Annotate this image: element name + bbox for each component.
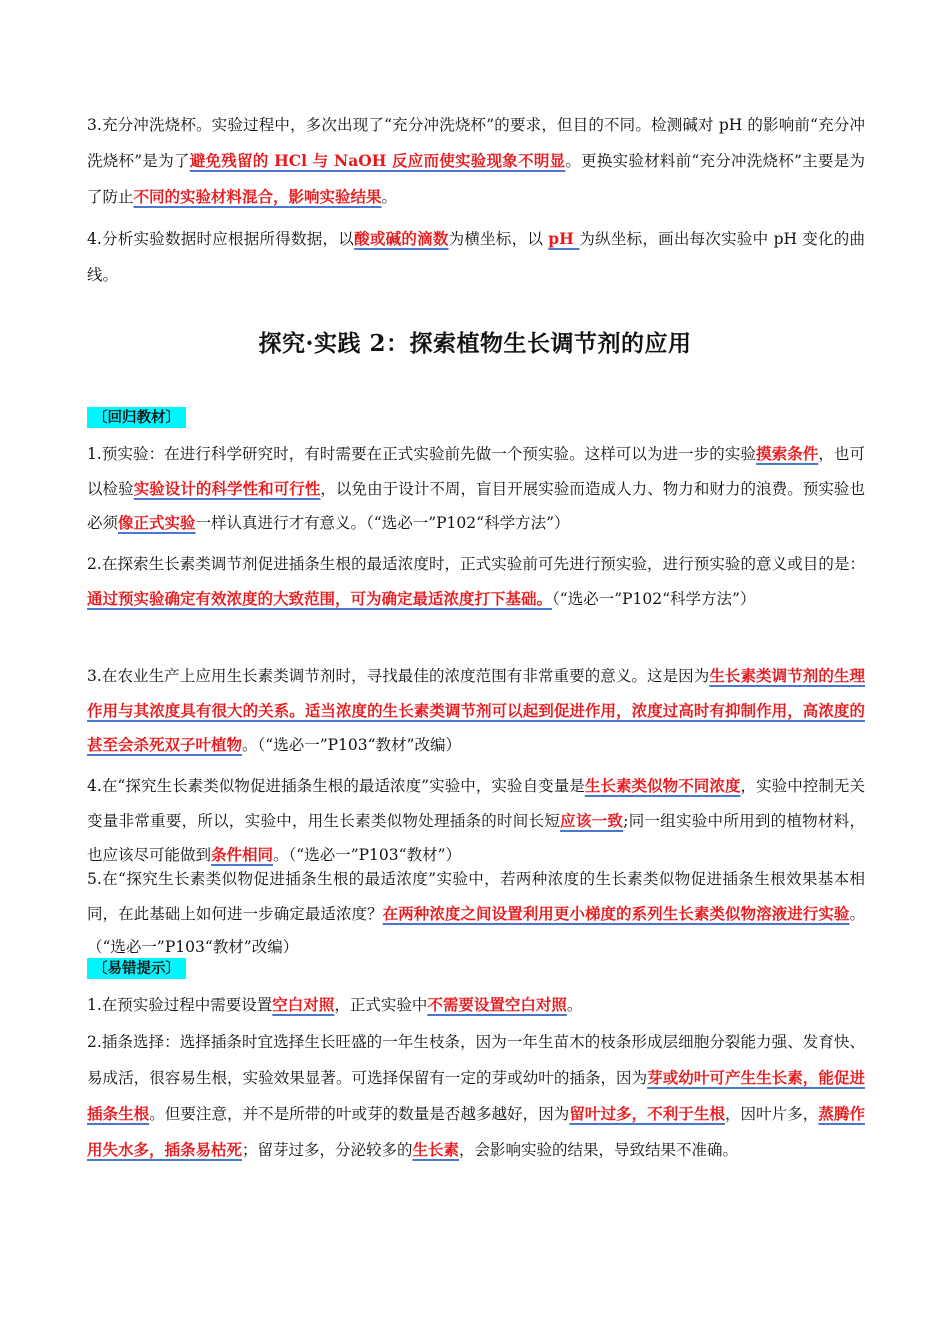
paragraph-variables <box>87 769 865 873</box>
text: ，正式实验中 <box>334 996 428 1014</box>
answer-highlight: 蒸腾作用失水多，插条易枯死 <box>87 1104 865 1159</box>
text: ;同一组实验中所用到的植物材料，也应该尽可能做到 <box>87 811 865 864</box>
paragraph-pre-experiment-purpose <box>87 548 865 616</box>
text: 2.在探索生长素类调节剂促进插条生根的最适浓度时，正式实验前可先进行预实验，进行预实验的意义或目的是： <box>87 555 865 573</box>
text: 5.在“探究生长素类似物促进插条生根的最适浓度”实验中，若两种浓度的生长素类似物促进插条生根效果基本相同，在此基础上如何进一步确定最适浓度？ <box>87 870 865 923</box>
answer-highlight: 留叶过多，不利于生根 <box>569 1104 725 1123</box>
text: 为横坐标，以 <box>448 230 549 248</box>
paragraph-cutting-selection <box>87 1024 865 1168</box>
text: 2.插条选择：选择插条时宜选择生长旺盛的一年生枝条，因为一年生苗木的枝条形成层细胞分裂能力强、发育快、易成活，很容易生根，实验效果显著。可选择保留有一定的芽或幼叶的插条，因为 <box>87 1033 865 1087</box>
answer-highlight: 避免残留的 HCl 与 NaOH 反应而使实验现象不明显 <box>189 151 566 170</box>
text: 3.充分冲洗烧杯。实验过程中，多次出现了“充分冲洗烧杯”的要求，但目的不同。检测碱对 pH 的影响前“充分冲洗烧杯”是为了 <box>87 116 865 170</box>
text: ，因叶片多， <box>724 1105 819 1123</box>
answer-highlight: 应该一致 <box>560 810 624 830</box>
text: 为纵坐标，画出每次实验中 pH 变化的曲线。 <box>87 230 865 284</box>
text: 。但要注意，并不是所带的叶或芽的数量是否越多越好，因为 <box>149 1105 570 1123</box>
text: 。（“选必一”P103“教材”改编） <box>242 736 461 754</box>
text: ，也可以检验 <box>87 445 865 498</box>
answer-highlight: pH <box>548 229 580 248</box>
text: （“选必一”P102“科学方法”） <box>552 589 756 608</box>
text: 。（“选必一”P103“教材”改编） <box>87 904 865 956</box>
paragraph-data-analysis <box>87 221 865 293</box>
text: 。（“选必一”P103“教材”） <box>273 846 461 864</box>
text: ；留芽过多，分泌较多的 <box>242 1141 413 1159</box>
paragraph-concentration-range <box>87 659 865 763</box>
answer-highlight: 芽或幼叶可产生生长素，能促进插条生根 <box>87 1068 865 1123</box>
text: ，以免由于设计不周，盲目开展实验而造成人力、物力和财力的浪费。预实验也必须 <box>87 479 865 532</box>
answer-highlight: 条件相同 <box>211 845 274 864</box>
answer-highlight: 酸或碱的滴数 <box>354 229 449 248</box>
paragraph-optimal-concentration <box>87 863 865 965</box>
answer-highlight: 像正式实验 <box>118 513 196 532</box>
tag-common-mistakes: 〔易错提示〕 <box>87 958 186 979</box>
text: 3.在农业生产上应用生长素类调节剂时，寻找最佳的浓度范围有非常重要的意义。这是因为 <box>87 667 710 685</box>
text: 1.预实验：在进行科学研究时，有时需要在正式实验前先做一个预实验。这样可以为进一步的实验 <box>87 445 757 463</box>
paragraph-rinse-beaker <box>87 107 865 215</box>
tag-review-textbook: 〔回归教材〕 <box>87 407 186 428</box>
text: 。更换实验材料前“充分冲洗烧杯”主要是为了防止 <box>87 152 865 206</box>
paragraph-pre-experiment <box>87 437 865 541</box>
text: 。 <box>566 996 583 1014</box>
paragraph-blank-control <box>87 987 865 1023</box>
text: 4.分析实验数据时应根据所得数据，以 <box>87 230 355 248</box>
answer-highlight: 空白对照 <box>272 995 335 1014</box>
answer-highlight: 生长素类调节剂的生理作用与其浓度具有很大的关系。适当浓度的生长素类调节剂可以起到促进作用，浓度过高时有抑制作用，高浓度的甚至会杀死双子叶植物 <box>87 666 865 754</box>
answer-highlight: 在两种浓度之间设置利用更小梯度的系列生长素类似物溶液进行实验 <box>382 903 850 923</box>
text: ，会影响实验的结果，导致结果不准确。 <box>459 1141 739 1159</box>
answer-highlight: 生长素类似物不同浓度 <box>584 776 741 795</box>
answer-highlight: 生长素 <box>412 1140 460 1159</box>
answer-highlight: 实验设计的科学性和可行性 <box>133 478 321 498</box>
answer-highlight: 通过预实验确定有效浓度的大致范围，可为确定最适浓度打下基础。 <box>87 588 553 608</box>
text: 1.在预实验过程中需要设置 <box>87 996 273 1014</box>
text: 。 <box>381 188 398 206</box>
text: 4.在“探究生长素类似物促进插条生根的最适浓度”实验中，实验自变量是 <box>87 777 585 795</box>
answer-highlight: 不需要设置空白对照 <box>427 995 567 1014</box>
answer-highlight: 摸索条件 <box>756 444 819 463</box>
text: 一样认真进行才有意义。（“选必一”P102“科学方法”） <box>195 514 570 532</box>
section-title: 探究·实践 2：探索植物生长调节剂的应用 <box>258 330 692 357</box>
text: ，实验中控制无关变量非常重要，所以，实验中，用生长素类似物处理插条的时间长短 <box>87 777 865 830</box>
answer-highlight: 不同的实验材料混合，影响实验结果 <box>133 187 382 206</box>
